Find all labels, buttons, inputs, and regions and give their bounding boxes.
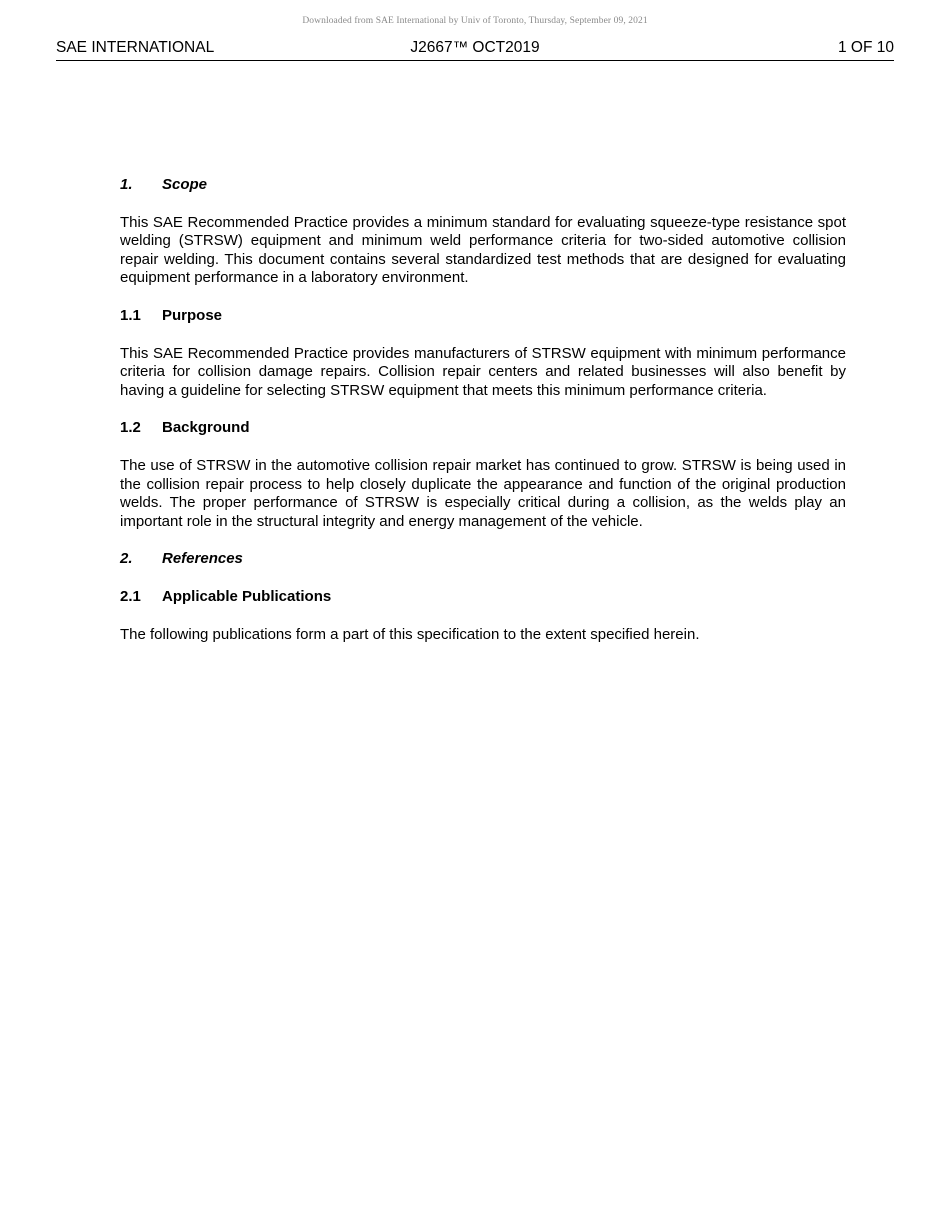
applicable-publications-paragraph: The following publications form a part of this specification to the extent specified herein. [120,625,700,643]
background-paragraph: The use of STRSW in the automotive collision repair market has continued to grow. STRSW is being used in the collision repair process to help closely duplicate the appearance and function of the original production welds. The proper performance of STRSW is especially critical during a collision, as the welds play an important role in the structural integrity and energy management of the vehicle. [120,456,846,530]
section-title: References [162,550,243,568]
section-title: Applicable Publications [162,587,332,605]
section-heading-applicable-publications [120,588,846,607]
header-page-info: 1 OF 10 [838,39,894,56]
page-header [56,38,894,61]
purpose-paragraph: This SAE Recommended Practice provides manufacturers of STRSW equipment with minimum performance criteria for collision damage repairs. Collision repair centers and related businesses will also benefit by having a guideline for selecting STRSW equipment that meets this minimum performance criteria. [120,344,846,399]
section-title: Purpose [162,306,223,324]
section-heading-purpose [120,307,846,326]
document-body [120,176,846,663]
section-number: 2. [120,550,133,568]
section-number: 2.1 [120,587,141,605]
section-number: 1. [120,176,133,193]
section-heading-background [120,419,846,438]
section-number: 1.2 [120,419,141,437]
section-title: Scope [162,176,208,193]
section-number: 1.1 [120,306,141,324]
download-watermark: Downloaded from SAE International by Univ of Toronto, Thursday, September 09, 2021 [302,16,648,26]
header-organization: SAE INTERNATIONAL [56,39,215,56]
section-heading-references [120,550,846,569]
section-title: Background [162,419,250,437]
section-heading-scope [120,176,846,195]
scope-paragraph: This SAE Recommended Practice provides a minimum standard for evaluating squeeze-type resistance spot welding (STRSW) equipment and minimum weld performance criteria for two-sided automotive collision repair welding. This document contains several standardized test methods that are designed for evaluating equipment performance in a laboratory environment. [120,213,846,287]
header-document-id: J2667™ OCT2019 [410,39,540,56]
